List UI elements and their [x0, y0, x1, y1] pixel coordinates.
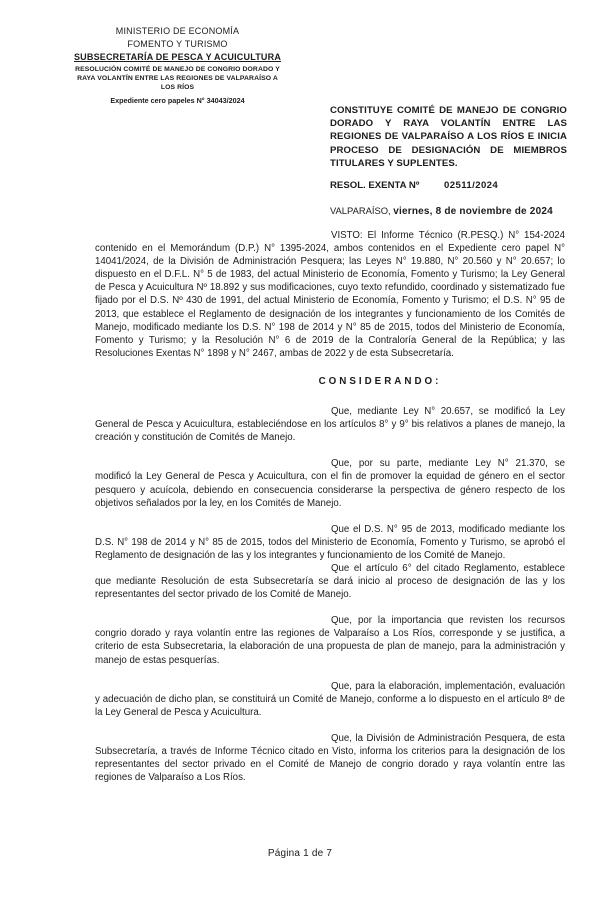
considerando-paragraph-4: Que el artículo 6° del citado Reglamento, establece que mediante Resolución de esta Subsecretaría se dará inicio al proceso de designación de las y los representantes del sector privado de los Comité de Manejo. — [95, 562, 565, 601]
considerando-paragraph-2: Que, por su parte, mediante Ley N° 21.370, se modificó la Ley General de Pesca y Acuicultura, con el fin de promover la equidad de género en el sector pesquero y acuícola, debiendo en consecuencia considerarse la perspectiva de género respecto de los objetivos señalados por la ley, en los Comités de Manejo. — [95, 458, 565, 509]
document-body — [95, 229, 565, 784]
ministry-line-1: MINISTERIO DE ECONOMÍA — [115, 26, 240, 36]
resolution-subject: RESOLUCIÓN COMITÉ DE MANEJO DE CONGRIO DORADO Y RAYA VOLANTÍN ENTRE LAS REGIONES DE VALPARAÍSO A LOS RÍOS — [75, 66, 280, 91]
resolution-number-label: RESOL. EXENTA Nº — [330, 180, 420, 191]
ministry-line-2: FOMENTO Y TURISMO — [127, 39, 228, 49]
resolution-title: CONSTITUYE COMITÉ DE MANEJO DE CONGRIO DORADO Y RAYA VOLANTÍN ENTRE LAS REGIONES DE VALPARAÍSO A LOS RÍOS E INICIA PROCESO DE DESIGNACIÓN DE MIEMBROS TITULARES Y SUPLENTES. — [330, 105, 567, 169]
resolution-number-line — [330, 180, 567, 191]
subsecretaria-line: SUBSECRETARÍA DE PESCA Y ACUICULTURA — [73, 52, 282, 62]
dateline — [330, 205, 590, 217]
letterhead — [45, 25, 310, 107]
dateline-date: viernes, 8 de noviembre de 2024 — [393, 206, 553, 217]
considerando-heading: CONSIDERANDO: — [318, 375, 442, 387]
page-number: Página 1 de 7 — [267, 848, 333, 859]
considerando-paragraph-1: Que, mediante Ley N° 20.657, se modificó la Ley General de Pesca y Acuicultura, estableciéndose en los artículos 8° y 9° bis relativos a planes de manejo, la creación y constitución de Comités de Manejo. — [95, 406, 565, 444]
expediente-number: Expediente cero papeles N° 34043/2024 — [110, 96, 245, 105]
visto-paragraph: VISTO: El Informe Técnico (R.PESQ.) N° 154-2024 contenido en el Memorándum (D.P.) N° 1395-2024, ambos contenidos en el Expediente cero papel N° 14041/2024, de la División de Administración Pesquera; las Leyes N° 19.880, N° 20.560 y N° 20.657; lo dispuesto en el D.F.L. N° 5 de 1983, del actual Ministerio de Economía, Fomento y Turismo; la Ley General de Pesca y Acuicultura Nº 18.892 y sus modificaciones, cuyo texto refundido, coordinado y sistematizado fue fijado por el D.S. Nº 430 de 1991, del actual Ministerio de Economía, Fomento y Turismo; el D.S. N° 95 de 2013, que establece el Reglamento de designación de los integrantes y funcionamiento de los Comités de Manejo, modificado mediante los D.S. N° 198 de 2014 y N° 85 de 2015, todos del Ministerio de Economía, Fomento y Turismo; y la Resolución N° 6 de 2019 de la Contraloría General de la República; y las Resoluciones Exentas N° 1898 y N° 2467, ambas de 2022 y de esta Subsecretaría. — [95, 230, 565, 359]
dateline-city: VALPARAÍSO, — [330, 205, 391, 216]
considerando-paragraph-7: Que, la División de Administración Pesquera, de esta Subsecretaría, a través de Informe Técnico citado en Visto, informa los criterios para la designación de los representantes del sector privado en el Comité de Manejo de congrio dorado y raya volantín entre las regiones de Valparaíso a Los Ríos. — [95, 732, 565, 784]
resolution-number-value: 02511/2024 — [444, 180, 499, 191]
considerando-paragraph-3: Que el D.S. N° 95 de 2013, modificado mediante los D.S. N° 198 de 2014 y N° 85 de 2015, todos del Ministerio de Economía, Fomento y Turismo, se aprobó el Reglamento de designación de las y los integrantes y funcionamiento de los Comité de Manejo. — [95, 523, 565, 561]
considerando-paragraph-6: Que, para la elaboración, implementación, evaluación y adecuación de dicho plan, se constituirá un Comité de Manejo, conforme a lo dispuesto en el artículo 8º de la Ley General de Pesca y Acuicultura. — [95, 680, 565, 718]
considerando-paragraph-5: Que, por la importancia que revisten los recursos congrio dorado y raya volantín entre las regiones de Valparaíso a Los Ríos, corresponde y se justifica, a criterio de esta Subsecretaria, la elaboración de una propuesta de plan de manejo, para la administración y manejo de estas pesquerías. — [95, 615, 565, 666]
